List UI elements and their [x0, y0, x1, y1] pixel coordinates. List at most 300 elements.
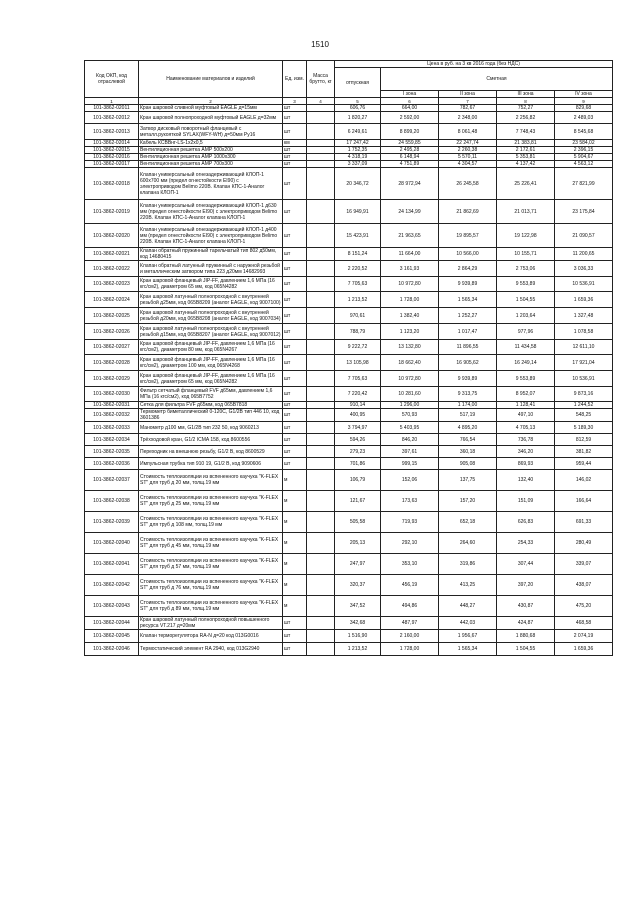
- cell-unit: шт: [283, 630, 307, 643]
- cell-name: Кран шаровой фланцевый JIP-FF, давлением 1,6 МПа (16 кгс/см2), диаметром 65 мм, код 065N4282: [139, 277, 283, 292]
- cell-mass: [307, 422, 335, 434]
- cell-z1: 24 559,85: [381, 140, 439, 147]
- cell-z4: 2 489,03: [555, 112, 613, 124]
- cell-z1: 18 662,40: [381, 355, 439, 371]
- cell-z1: 2 592,00: [381, 112, 439, 124]
- cell-name: Стоимость теплоизоляции из вспененного каучука "K-FLEX ST" для труб д 25 мм, толщ.19 мм: [139, 491, 283, 512]
- cell-mass: [307, 224, 335, 248]
- table-row: [85, 168, 613, 200]
- cell-unit: шт: [283, 308, 307, 324]
- cell-z1: 10 972,80: [381, 277, 439, 292]
- cell-z2: 1 252,27: [439, 308, 497, 324]
- cell-unit: шт: [283, 340, 307, 355]
- cell-z3: 2 172,61: [497, 147, 555, 154]
- header-code: Код ОКП, код отраслевой: [85, 61, 139, 98]
- cell-z4: 9 873,16: [555, 387, 613, 402]
- cell-unit: шт: [283, 292, 307, 308]
- cell-z2: 1 174,00: [439, 402, 497, 409]
- cell-z1: 456,19: [381, 575, 439, 596]
- cell-mass: [307, 154, 335, 161]
- table-row: [85, 422, 613, 434]
- cell-z1: 3 161,93: [381, 261, 439, 277]
- cell-mass: [307, 575, 335, 596]
- cell-unit: шт: [283, 617, 307, 630]
- cell-release: 9 222,72: [335, 340, 381, 355]
- cell-code: 101-3862-02022: [85, 261, 139, 277]
- cell-code: 101-3862-02027: [85, 340, 139, 355]
- cell-z4: 11 200,65: [555, 248, 613, 261]
- cell-mass: [307, 458, 335, 470]
- cell-code: 101-3862-02024: [85, 292, 139, 308]
- cell-unit: шт: [283, 112, 307, 124]
- table-row: [85, 324, 613, 340]
- cell-name: Вентиляционная решетка АМР 1000х300: [139, 154, 283, 161]
- cell-z1: 1 296,00: [381, 402, 439, 409]
- table-row: [85, 147, 613, 154]
- table-row: [85, 154, 613, 161]
- cell-mass: [307, 277, 335, 292]
- cell-code: 101-3862-02034: [85, 434, 139, 446]
- cell-z2: 2 864,29: [439, 261, 497, 277]
- cell-z4: 280,49: [555, 533, 613, 554]
- cell-z1: 152,06: [381, 470, 439, 491]
- cell-mass: [307, 643, 335, 656]
- cell-z1: 846,20: [381, 434, 439, 446]
- header-release: отпускная: [335, 68, 381, 98]
- cell-z2: 517,19: [439, 409, 497, 422]
- cell-z3: 736,78: [497, 434, 555, 446]
- table-row: [85, 355, 613, 371]
- cell-unit: шт: [283, 409, 307, 422]
- col-number: 1: [85, 98, 139, 105]
- cell-z4: 146,02: [555, 470, 613, 491]
- cell-z4: 959,44: [555, 458, 613, 470]
- cell-name: Кран шаровой латунный полнопроходной с внутренней резьбой д15мм, код 065B8207 (аналог EAGLE, код 9007012): [139, 324, 283, 340]
- cell-release: 788,79: [335, 324, 381, 340]
- cell-z1: 10 972,80: [381, 371, 439, 387]
- col-number: 6: [381, 98, 439, 105]
- col-number: 4: [307, 98, 335, 105]
- cell-code: 101-3862-02044: [85, 617, 139, 630]
- cell-z3: 1 504,55: [497, 292, 555, 308]
- cell-unit: шт: [283, 161, 307, 168]
- cell-name: Кран шаровой фланцевый JIP-FF, давлением 1,6 МПа (16 кгс/см2), диаметром 80 мм, код 065N4267: [139, 340, 283, 355]
- cell-code: 101-3862-02035: [85, 446, 139, 458]
- cell-release: 3 337,09: [335, 161, 381, 168]
- cell-release: 7 705,63: [335, 371, 381, 387]
- table-row: [85, 224, 613, 248]
- cell-z2: 157,20: [439, 491, 497, 512]
- cell-release: 400,95: [335, 409, 381, 422]
- cell-name: Клапан универсальный огнезадерживающий КЛОП-1 д400 мм (предел огнестойкости EI90) с электроприводом Belimo 220В. Клапан КПС-1-Аналог клапана КЛОП-1: [139, 224, 283, 248]
- cell-mass: [307, 161, 335, 168]
- cell-unit: км: [283, 140, 307, 147]
- cell-name: Клапан обратный пружинный тарельчатый тип 802 д50мм, код 14680415: [139, 248, 283, 261]
- cell-unit: шт: [283, 224, 307, 248]
- cell-release: 15 423,91: [335, 224, 381, 248]
- cell-unit: шт: [283, 248, 307, 261]
- cell-z2: 448,27: [439, 596, 497, 617]
- cell-name: Стоимость теплоизоляции из вспененного каучука "K-FLEX ST" для труб д 89 мм, толщ.19 мм: [139, 596, 283, 617]
- cell-name: Клапан универсальный огнезадерживающий КЛОП-1 д630 мм (предел огнестойкости EI90) с электроприводом Belimo 220В. Клапан КПС-1-Аналог клапана КЛОП-1: [139, 200, 283, 224]
- cell-name: Стоимость теплоизоляции из вспененного каучука "K-FLEX ST" для труб д 20 мм, толщ.19 мм: [139, 470, 283, 491]
- cell-code: 101-3862-02015: [85, 147, 139, 154]
- cell-mass: [307, 340, 335, 355]
- cell-z2: 19 895,57: [439, 224, 497, 248]
- cell-z3: 151,09: [497, 491, 555, 512]
- cell-z3: 626,83: [497, 512, 555, 533]
- cell-release: 342,68: [335, 617, 381, 630]
- col-number: 5: [335, 98, 381, 105]
- cell-unit: шт: [283, 124, 307, 140]
- cell-z1: 6 148,94: [381, 154, 439, 161]
- cell-unit: шт: [283, 200, 307, 224]
- cell-z2: 9 939,89: [439, 371, 497, 387]
- cell-mass: [307, 387, 335, 402]
- table-row: [85, 533, 613, 554]
- cell-name: Термостатический элемент RA 2940, код 013G2940: [139, 643, 283, 656]
- table-row: [85, 596, 613, 617]
- cell-release: 8 151,24: [335, 248, 381, 261]
- cell-name: Трёхходовой кран, G1/2 ICMA 158, код 8600556: [139, 434, 283, 446]
- price-table: [84, 60, 613, 656]
- cell-z1: 664,00: [381, 105, 439, 112]
- cell-z1: 999,15: [381, 458, 439, 470]
- cell-mass: [307, 200, 335, 224]
- cell-z1: 11 664,00: [381, 248, 439, 261]
- cell-release: 279,23: [335, 446, 381, 458]
- table-row: [85, 140, 613, 147]
- cell-z4: 381,82: [555, 446, 613, 458]
- cell-z4: 3 036,33: [555, 261, 613, 277]
- cell-unit: шт: [283, 402, 307, 409]
- cell-mass: [307, 371, 335, 387]
- cell-unit: м: [283, 470, 307, 491]
- cell-z2: 21 862,69: [439, 200, 497, 224]
- table-row: [85, 575, 613, 596]
- cell-z4: 829,68: [555, 105, 613, 112]
- cell-z2: 137,75: [439, 470, 497, 491]
- cell-z3: 424,87: [497, 617, 555, 630]
- cell-unit: шт: [283, 355, 307, 371]
- cell-unit: шт: [283, 458, 307, 470]
- cell-mass: [307, 409, 335, 422]
- cell-mass: [307, 512, 335, 533]
- cell-z1: 21 963,65: [381, 224, 439, 248]
- table-row: [85, 512, 613, 533]
- cell-code: 101-3862-02028: [85, 355, 139, 371]
- header-price: Цена в руб. на 3 кв 2016 года (без НДС): [335, 61, 613, 68]
- cell-release: 594,26: [335, 434, 381, 446]
- table-row: [85, 491, 613, 512]
- cell-code: 101-3862-02032: [85, 409, 139, 422]
- cell-code: 101-3862-02040: [85, 533, 139, 554]
- cell-code: 101-3862-02045: [85, 630, 139, 643]
- cell-name: Кран шаровой латунный полнопроходной с внутренней резьбой д20мм, код 065B8208 (аналог EAGLE, код 9007034): [139, 308, 283, 324]
- header-zone-2: II зона: [439, 91, 497, 98]
- table-row: [85, 112, 613, 124]
- cell-z1: 353,10: [381, 554, 439, 575]
- cell-z4: 10 536,91: [555, 277, 613, 292]
- table-row: [85, 308, 613, 324]
- cell-z3: 977,96: [497, 324, 555, 340]
- cell-release: 701,86: [335, 458, 381, 470]
- cell-unit: шт: [283, 277, 307, 292]
- cell-z4: 8 545,68: [555, 124, 613, 140]
- col-number: 2: [139, 98, 283, 105]
- cell-name: Манометр д100 мм, G1/2В тип 232 50, код 9060213: [139, 422, 283, 434]
- table-row: [85, 630, 613, 643]
- cell-z4: 166,64: [555, 491, 613, 512]
- cell-name: Вентиляционная решетка АМР 700х300: [139, 161, 283, 168]
- cell-release: 347,52: [335, 596, 381, 617]
- cell-z3: 132,40: [497, 470, 555, 491]
- cell-z4: 5 189,30: [555, 422, 613, 434]
- cell-mass: [307, 470, 335, 491]
- cell-z1: 10 281,60: [381, 387, 439, 402]
- cell-z3: 1 504,55: [497, 643, 555, 656]
- table-row: [85, 105, 613, 112]
- cell-release: 4 318,19: [335, 154, 381, 161]
- cell-z3: 21 383,81: [497, 140, 555, 147]
- table-row: [85, 402, 613, 409]
- cell-name: Кран шаровой сливной муфтовый EAGLE д=15мм: [139, 105, 283, 112]
- cell-mass: [307, 324, 335, 340]
- cell-z2: 10 566,00: [439, 248, 497, 261]
- cell-z3: 5 353,81: [497, 154, 555, 161]
- cell-z4: 1 659,36: [555, 292, 613, 308]
- cell-z1: 719,93: [381, 512, 439, 533]
- cell-z2: 9 313,75: [439, 387, 497, 402]
- cell-mass: [307, 617, 335, 630]
- header-name: Наименование материалов и изделий: [139, 61, 283, 98]
- cell-z4: 23 584,02: [555, 140, 613, 147]
- cell-name: Фильтр сетчатый фланцевый FVF д65мм, давлением 1,6 МПа (16 кгс/см2), код 065B7752: [139, 387, 283, 402]
- cell-z1: 2 495,28: [381, 147, 439, 154]
- cell-release: 17 247,42: [335, 140, 381, 147]
- cell-z1: 2 160,00: [381, 630, 439, 643]
- cell-z2: 1 017,47: [439, 324, 497, 340]
- table-row: [85, 124, 613, 140]
- cell-z2: 5 570,11: [439, 154, 497, 161]
- cell-z2: 766,54: [439, 434, 497, 446]
- cell-unit: шт: [283, 324, 307, 340]
- cell-z4: 1 244,52: [555, 402, 613, 409]
- header-estimate: Сметная: [381, 68, 613, 91]
- cell-mass: [307, 308, 335, 324]
- cell-z1: 24 134,99: [381, 200, 439, 224]
- table-row: [85, 617, 613, 630]
- cell-z1: 1 728,00: [381, 292, 439, 308]
- cell-release: 106,79: [335, 470, 381, 491]
- cell-z4: 2 074,19: [555, 630, 613, 643]
- cell-z3: 254,33: [497, 533, 555, 554]
- cell-z4: 12 611,10: [555, 340, 613, 355]
- cell-z2: 442,03: [439, 617, 497, 630]
- cell-code: 101-3862-02012: [85, 112, 139, 124]
- cell-unit: шт: [283, 154, 307, 161]
- cell-z2: 782,67: [439, 105, 497, 112]
- cell-z3: 8 952,07: [497, 387, 555, 402]
- cell-release: 1 516,90: [335, 630, 381, 643]
- cell-z3: 869,93: [497, 458, 555, 470]
- cell-z3: 430,87: [497, 596, 555, 617]
- cell-z4: 5 904,67: [555, 154, 613, 161]
- cell-name: Стоимость теплоизоляции из вспененного каучука "K-FLEX ST" для труб д 45 мм, толщ.19 мм: [139, 533, 283, 554]
- cell-z1: 28 972,94: [381, 168, 439, 200]
- cell-z3: 16 249,14: [497, 355, 555, 371]
- cell-name: Кран шаровой латунный полнопроходной повышенного ресурса VT.217 д=20мм: [139, 617, 283, 630]
- cell-z4: 21 090,57: [555, 224, 613, 248]
- cell-z3: 346,20: [497, 446, 555, 458]
- cell-code: 101-3862-02033: [85, 422, 139, 434]
- cell-release: 505,58: [335, 512, 381, 533]
- cell-unit: м: [283, 596, 307, 617]
- col-number: 3: [283, 98, 307, 105]
- cell-unit: шт: [283, 422, 307, 434]
- cell-z1: 1 123,20: [381, 324, 439, 340]
- header-unit: Ед. изм.: [283, 61, 307, 98]
- cell-name: Стоимость теплоизоляции из вспененного каучука "K-FLEX ST" для труб д 76 мм, толщ.19 мм: [139, 575, 283, 596]
- cell-z3: 19 122,98: [497, 224, 555, 248]
- cell-name: Кран шаровой фланцевый JIP-FF, давлением 1,6 МПа (16 кгс/см2), диаметром 100 мм, код 065N4268: [139, 355, 283, 371]
- cell-mass: [307, 292, 335, 308]
- table-row: [85, 458, 613, 470]
- cell-release: 1 213,52: [335, 643, 381, 656]
- col-number: 7: [439, 98, 497, 105]
- col-number: 8: [497, 98, 555, 105]
- cell-mass: [307, 402, 335, 409]
- cell-z4: 2 396,15: [555, 147, 613, 154]
- cell-z2: 264,60: [439, 533, 497, 554]
- cell-z3: 4 705,13: [497, 422, 555, 434]
- cell-z2: 1 956,67: [439, 630, 497, 643]
- table-row: [85, 161, 613, 168]
- cell-release: 1 752,35: [335, 147, 381, 154]
- cell-code: 101-3862-02020: [85, 224, 139, 248]
- table-row: [85, 277, 613, 292]
- cell-z2: 4 895,20: [439, 422, 497, 434]
- cell-z2: 11 896,55: [439, 340, 497, 355]
- cell-release: 205,13: [335, 533, 381, 554]
- cell-z4: 17 921,04: [555, 355, 613, 371]
- cell-z3: 9 553,89: [497, 371, 555, 387]
- cell-z3: 307,44: [497, 554, 555, 575]
- cell-name: Клапан универсальный огнезадерживающий КЛОП-1 600х700 мм (предел огнестойкости EI90) с электроприводом Belimo 220В. Клапан КПС-1-Аналог клапана КЛОП-1: [139, 168, 283, 200]
- cell-unit: шт: [283, 643, 307, 656]
- cell-z4: 10 536,91: [555, 371, 613, 387]
- table-row: [85, 409, 613, 422]
- cell-unit: шт: [283, 261, 307, 277]
- cell-code: 101-3862-02039: [85, 512, 139, 533]
- cell-release: 320,37: [335, 575, 381, 596]
- cell-mass: [307, 140, 335, 147]
- cell-z4: 691,33: [555, 512, 613, 533]
- cell-name: Кран шаровой латунный полнопроходной с внутренней резьбой д25мм, код 065B8209 (аналог EAGLE, код 9007100): [139, 292, 283, 308]
- cell-code: 101-3862-02030: [85, 387, 139, 402]
- cell-mass: [307, 124, 335, 140]
- table-row: [85, 292, 613, 308]
- cell-z3: 10 155,71: [497, 248, 555, 261]
- cell-z1: 5 403,95: [381, 422, 439, 434]
- cell-unit: шт: [283, 168, 307, 200]
- table-row: [85, 643, 613, 656]
- cell-mass: [307, 355, 335, 371]
- cell-mass: [307, 434, 335, 446]
- cell-z1: 1 728,00: [381, 643, 439, 656]
- cell-unit: шт: [283, 387, 307, 402]
- cell-code: 101-3862-02029: [85, 371, 139, 387]
- cell-name: Термометр биметаллический 0-120С, G1/2В тип 446 10, код 3601386: [139, 409, 283, 422]
- table-row: [85, 248, 613, 261]
- cell-code: 101-3862-02036: [85, 458, 139, 470]
- cell-unit: шт: [283, 105, 307, 112]
- cell-code: 101-3862-02037: [85, 470, 139, 491]
- cell-unit: м: [283, 491, 307, 512]
- cell-z3: 4 137,42: [497, 161, 555, 168]
- cell-z4: 1 078,58: [555, 324, 613, 340]
- cell-unit: шт: [283, 446, 307, 458]
- cell-z1: 173,63: [381, 491, 439, 512]
- page-number: 1510: [311, 40, 329, 49]
- cell-z2: 8 061,48: [439, 124, 497, 140]
- cell-z3: 9 553,89: [497, 277, 555, 292]
- cell-z3: 11 434,58: [497, 340, 555, 355]
- cell-z1: 494,86: [381, 596, 439, 617]
- header-zone-4: IV зона: [555, 91, 613, 98]
- cell-z2: 413,25: [439, 575, 497, 596]
- table-row: [85, 387, 613, 402]
- cell-z1: 8 899,20: [381, 124, 439, 140]
- cell-code: 101-3862-02038: [85, 491, 139, 512]
- cell-z2: 2 260,38: [439, 147, 497, 154]
- cell-mass: [307, 112, 335, 124]
- cell-z2: 652,18: [439, 512, 497, 533]
- table-row: [85, 371, 613, 387]
- cell-z2: 1 565,34: [439, 292, 497, 308]
- table-row: [85, 434, 613, 446]
- cell-z1: 1 382,40: [381, 308, 439, 324]
- cell-z2: 1 565,34: [439, 643, 497, 656]
- cell-name: Затвор дисковый поворотный фланцевый с металл.рукояткой SYLAX(WFY-WH) д=50мм Ру16: [139, 124, 283, 140]
- cell-release: 1 820,27: [335, 112, 381, 124]
- cell-z3: 25 226,41: [497, 168, 555, 200]
- cell-z2: 905,08: [439, 458, 497, 470]
- header-zone-1: I зона: [381, 91, 439, 98]
- cell-release: 16 949,91: [335, 200, 381, 224]
- cell-z4: 23 175,84: [555, 200, 613, 224]
- cell-release: 3 794,97: [335, 422, 381, 434]
- cell-unit: м: [283, 575, 307, 596]
- cell-code: 101-3862-02025: [85, 308, 139, 324]
- cell-z2: 319,86: [439, 554, 497, 575]
- table-row: [85, 554, 613, 575]
- cell-name: Кабель КСВВнг-LS-1х2х0,5: [139, 140, 283, 147]
- table-row: [85, 261, 613, 277]
- cell-code: 101-3862-02016: [85, 154, 139, 161]
- cell-mass: [307, 596, 335, 617]
- cell-name: Вентиляционная решетка АМР 500х200: [139, 147, 283, 154]
- cell-mass: [307, 248, 335, 261]
- cell-mass: [307, 261, 335, 277]
- cell-unit: м: [283, 554, 307, 575]
- cell-unit: м: [283, 512, 307, 533]
- cell-release: 247,97: [335, 554, 381, 575]
- cell-release: 121,67: [335, 491, 381, 512]
- cell-code: 101-3862-02014: [85, 140, 139, 147]
- cell-z3: 497,10: [497, 409, 555, 422]
- cell-code: 101-3862-02023: [85, 277, 139, 292]
